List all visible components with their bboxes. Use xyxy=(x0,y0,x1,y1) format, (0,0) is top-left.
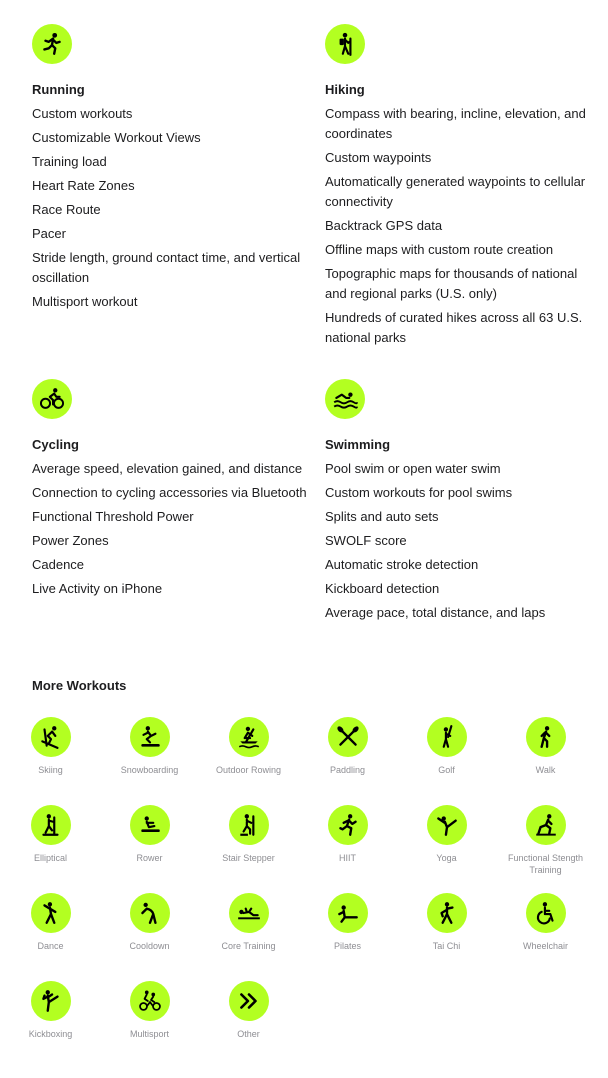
workout-other xyxy=(199,981,298,1069)
running-section xyxy=(32,24,307,316)
list-item: Live Activity on iPhone xyxy=(32,581,163,596)
list-item: Pool swim or open water swim xyxy=(325,461,501,476)
list-item: Pacer xyxy=(32,226,66,241)
hiit-icon xyxy=(328,805,368,845)
multisport-icon xyxy=(130,981,170,1021)
skiing-icon xyxy=(31,717,71,757)
workout-label: Pilates xyxy=(333,941,361,951)
workout-label: Multisport xyxy=(129,1029,169,1039)
workout-snowboarding xyxy=(100,717,199,805)
list-item: Splits and auto sets xyxy=(325,509,439,524)
more-workouts-grid xyxy=(1,717,595,1069)
workout-kickboxing xyxy=(1,981,100,1069)
workout-elliptical xyxy=(1,805,100,893)
list-item: Heart Rate Zones xyxy=(32,178,135,193)
list-item: Customizable Workout Views xyxy=(32,130,201,145)
workout-stair-stepper xyxy=(199,805,298,893)
workout-multisport xyxy=(100,981,199,1069)
workout-label: Kickboxing xyxy=(28,1029,73,1039)
workout-label: HIIT xyxy=(339,853,356,863)
workout-label: Dance xyxy=(37,941,64,951)
running-feature-list xyxy=(32,104,307,312)
swimming-title: Swimming xyxy=(325,437,391,452)
list-item: Cadence xyxy=(32,557,85,572)
swimming-icon xyxy=(325,379,365,419)
strength-training-icon xyxy=(526,805,566,845)
wheelchair-icon xyxy=(526,893,566,933)
workout-label: Snowboarding xyxy=(120,765,179,775)
workout-paddling xyxy=(298,717,397,805)
list-item: Offline maps with custom route creation xyxy=(325,242,554,257)
list-item: Power Zones xyxy=(32,533,109,548)
workout-functional-strength-training xyxy=(496,805,595,893)
workout-label: Elliptical xyxy=(33,853,67,863)
workout-label: Wheelchair xyxy=(522,941,569,951)
hiking-section xyxy=(325,24,600,352)
workout-label: Paddling xyxy=(329,765,366,775)
elliptical-icon xyxy=(31,805,71,845)
golf-icon xyxy=(427,717,467,757)
workout-cooldown xyxy=(100,893,199,981)
workout-outdoor-rowing xyxy=(199,717,298,805)
list-item: Topographic maps for thousands of national and regional parks (U.S. only) xyxy=(325,266,578,301)
list-item: Multisport workout xyxy=(32,294,138,309)
cycling-title: Cycling xyxy=(32,437,79,452)
running-icon xyxy=(32,24,72,64)
list-item: Training load xyxy=(32,154,107,169)
kickboxing-icon xyxy=(31,981,71,1021)
workout-wheelchair xyxy=(496,893,595,981)
cooldown-icon xyxy=(130,893,170,933)
workout-hiit xyxy=(298,805,397,893)
yoga-icon xyxy=(427,805,467,845)
core-training-icon xyxy=(229,893,269,933)
more-workouts-title: More Workouts xyxy=(32,678,127,693)
workout-tai-chi xyxy=(397,893,496,981)
snowboarding-icon xyxy=(130,717,170,757)
pilates-icon xyxy=(328,893,368,933)
workout-pilates xyxy=(298,893,397,981)
workout-label: Outdoor Rowing xyxy=(215,765,282,775)
outdoor-rowing-icon xyxy=(229,717,269,757)
list-item: Custom workouts xyxy=(32,106,133,121)
list-item: Automatic stroke detection xyxy=(325,557,479,572)
swimming-section xyxy=(325,379,600,627)
list-item: Hundreds of curated hikes across all 63 U.S. national parks xyxy=(325,310,583,345)
list-item: Stride length, ground contact time, and vertical oscillation xyxy=(32,250,301,285)
workout-label: Skiing xyxy=(38,765,63,775)
workout-walk xyxy=(496,717,595,805)
workout-label: Core Training xyxy=(221,941,276,951)
list-item: Backtrack GPS data xyxy=(325,218,443,233)
hiking-icon xyxy=(325,24,365,64)
paddling-icon xyxy=(328,717,368,757)
list-item: Automatically generated waypoints to cellular connectivity xyxy=(325,174,586,209)
workout-label: Functional Stength Training xyxy=(507,853,584,875)
dance-icon xyxy=(31,893,71,933)
running-title: Running xyxy=(32,82,85,97)
stair-stepper-icon xyxy=(229,805,269,845)
workout-dance xyxy=(1,893,100,981)
workout-label: Yoga xyxy=(436,853,457,863)
list-item: Average speed, elevation gained, and distance xyxy=(32,461,303,476)
swimming-feature-list xyxy=(325,459,600,623)
walk-icon xyxy=(526,717,566,757)
list-item: Race Route xyxy=(32,202,101,217)
workout-label: Stair Stepper xyxy=(222,853,275,863)
workout-label: Golf xyxy=(438,765,455,775)
hiking-title: Hiking xyxy=(325,82,365,97)
workout-golf xyxy=(397,717,496,805)
rower-icon xyxy=(130,805,170,845)
list-item: Connection to cycling accessories via Bluetooth xyxy=(32,485,307,500)
list-item: SWOLF score xyxy=(325,533,407,548)
workout-label: Other xyxy=(237,1029,260,1039)
cycling-section xyxy=(32,379,307,603)
workout-rower xyxy=(100,805,199,893)
tai-chi-icon xyxy=(427,893,467,933)
list-item: Average pace, total distance, and laps xyxy=(325,605,546,620)
workout-core-training xyxy=(199,893,298,981)
list-item: Custom workouts for pool swims xyxy=(325,485,513,500)
list-item: Kickboard detection xyxy=(325,581,440,596)
workout-label: Walk xyxy=(535,765,556,775)
workout-label: Rower xyxy=(136,853,163,863)
cycling-feature-list xyxy=(32,459,307,599)
hiking-feature-list xyxy=(325,104,600,348)
workout-label: Tai Chi xyxy=(432,941,461,951)
list-item: Custom waypoints xyxy=(325,150,432,165)
workout-yoga xyxy=(397,805,496,893)
list-item: Compass with bearing, incline, elevation, and coordinates xyxy=(325,106,586,141)
list-item: Functional Threshold Power xyxy=(32,509,194,524)
workout-label: Cooldown xyxy=(129,941,170,951)
other-icon xyxy=(229,981,269,1021)
workout-skiing xyxy=(1,717,100,805)
cycling-icon xyxy=(32,379,72,419)
